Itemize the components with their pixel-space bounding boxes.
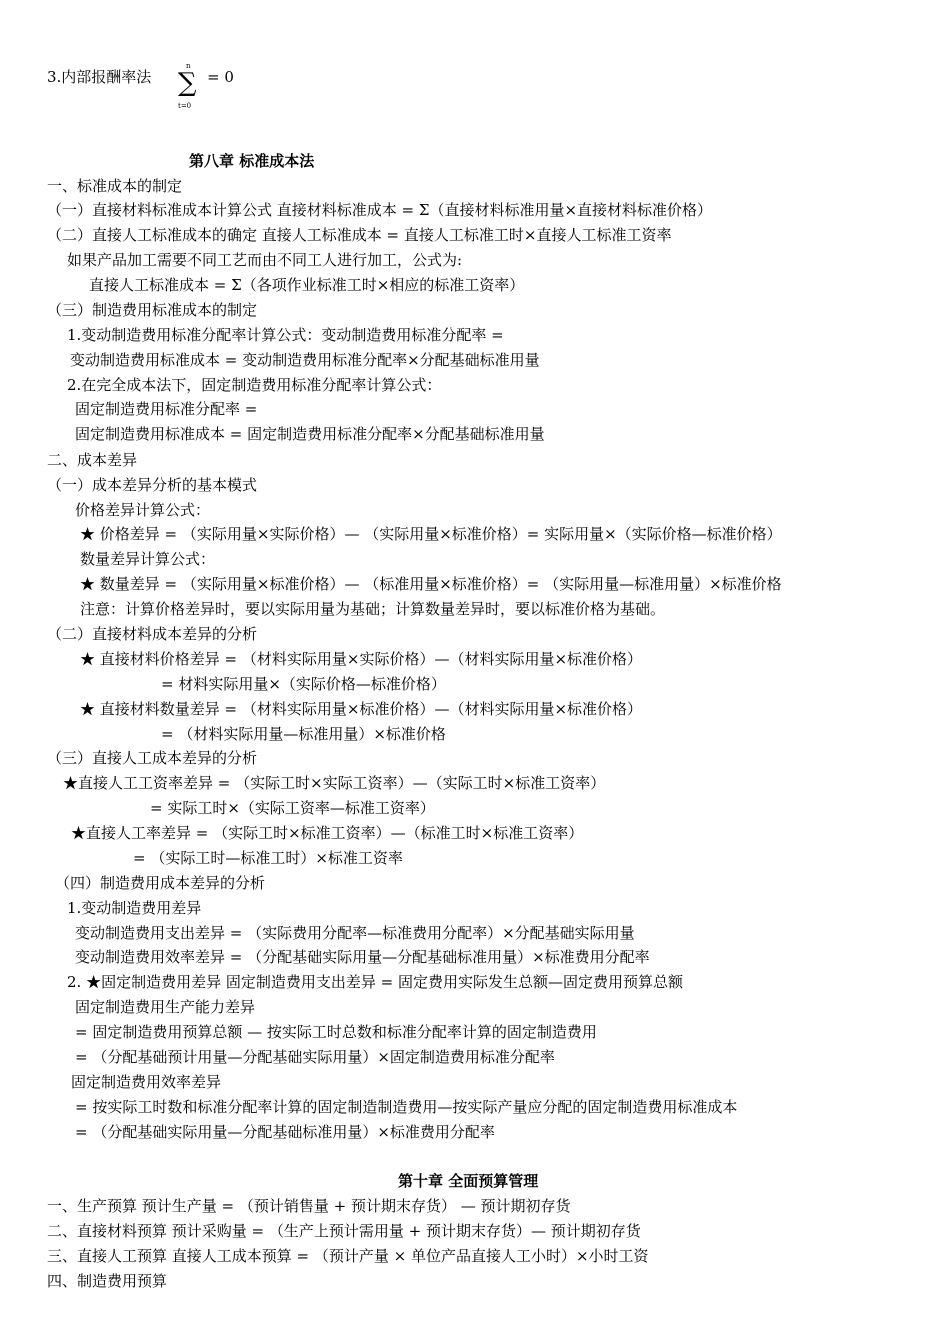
ch8-line: = （实际工时—标准工时）×标准工资率: [133, 849, 403, 867]
ch8-line: 1.变动制造费用标准分配率计算公式：变动制造费用标准分配率 =: [67, 326, 504, 344]
ch8-line: ★直接人工工资率差异 = （实际工时×实际工资率）—（实际工时×标准工资率）: [63, 774, 606, 792]
ch8-line: 固定制造费用生产能力差异: [75, 998, 256, 1016]
ch8-line: （三）制造费用标准成本的制定: [47, 301, 258, 319]
ch8-line: = 实际工时×（实际工资率—标准工资率）: [150, 799, 435, 817]
ch8-line: 如果产品加工需要不同工艺而由不同工人进行加工，公式为:: [67, 251, 463, 269]
ch8-line: （一）成本差异分析的基本模式: [47, 476, 258, 494]
ch8-line: = 材料实际用量×（实际价格—标准价格）: [161, 675, 446, 693]
ch8-line: 数量差异计算公式：: [80, 550, 216, 568]
ch8-line: 2.在完全成本法下，固定制造费用标准分配率计算公式：: [67, 376, 442, 394]
summation-lower-limit: t=0: [178, 102, 192, 110]
irr-label: 3.内部报酬率法: [47, 68, 152, 86]
ch8-line: ★ 直接材料数量差异 = （材料实际用量×标准价格）—（材料实际用量×标准价格）: [80, 700, 643, 718]
ch8-line: ★ 数量差异 = （实际用量×标准价格）— （标准用量×标准价格）= （实际用量—标准用量）×标准价格: [80, 575, 782, 593]
ch8-line: = 按实际工时数和标准分配率计算的固定制造制造费用—按实际产量应分配的固定制造费用标准成本: [75, 1098, 738, 1116]
ch8-line: 固定制造费用标准成本 = 固定制造费用标准分配率×分配基础标准用量: [75, 425, 545, 443]
ch8-line: 变动制造费用标准成本 = 变动制造费用标准分配率×分配基础标准用量: [70, 351, 540, 369]
chapter-10-title: 第十章 全面预算管理: [398, 1172, 539, 1190]
ch8-line: 1.变动制造费用差异: [67, 899, 202, 917]
summation-formula: [178, 62, 202, 112]
ch8-line: ★直接人工率差异 = （实际工时×标准工资率）—（标准工时×标准工资率）: [71, 824, 584, 842]
ch8-line: 价格差异计算公式：: [75, 501, 211, 519]
irr-equals-zero: = 0: [207, 68, 234, 86]
summation-upper-limit: n: [186, 62, 191, 70]
ch8-line: = （分配基础实际用量—分配基础标准用量）×标准费用分配率: [75, 1123, 495, 1141]
chapter-8-title: 第八章 标准成本法: [189, 152, 315, 170]
ch8-line: 直接人工标准成本 = Σ（各项作业标准工时×相应的标准工资率）: [89, 276, 525, 294]
ch8-line: 一、标准成本的制定: [47, 177, 183, 195]
ch8-line: （二）直接人工标准成本的确定 直接人工标准成本 = 直接人工标准工时×直接人工标准工资率: [47, 226, 672, 244]
ch8-line: = 固定制造费用预算总额 — 按实际工时总数和标准分配率计算的固定制造费用: [75, 1023, 597, 1041]
ch8-line: 二、成本差异: [47, 451, 138, 469]
ch8-line: = （分配基础预计用量—分配基础实际用量）×固定制造费用标准分配率: [75, 1048, 555, 1066]
ch8-line: 固定制造费用效率差异: [71, 1073, 222, 1091]
ch10-line: 一、生产预算 预计生产量 = （预计销售量 + 预计期末存货） — 预计期初存货: [47, 1197, 571, 1215]
ch8-line: （三）直接人工成本差异的分析: [47, 749, 258, 767]
ch8-line: 2. ★固定制造费用差异 固定制造费用支出差异 = 固定费用实际发生总额—固定费用预算总额: [67, 973, 683, 991]
ch10-line: 四、制造费用预算: [47, 1272, 168, 1290]
ch8-line: 变动制造费用支出差异 = （实际费用分配率—标准费用分配率）×分配基础实际用量: [75, 924, 635, 942]
ch8-line: ★ 直接材料价格差异 = （材料实际用量×实际价格）—（材料实际用量×标准价格）: [80, 650, 643, 668]
ch8-line: 注意：计算价格差异时，要以实际用量为基础；计算数量差异时，要以标准价格为基础。: [80, 600, 666, 618]
ch8-line: = （材料实际用量—标准用量）×标准价格: [161, 725, 446, 743]
ch8-line: （二）直接材料成本差异的分析: [47, 625, 258, 643]
ch8-line: （四）制造费用成本差异的分析: [55, 874, 266, 892]
summation-icon: ∑: [178, 68, 197, 98]
ch8-line: ★ 价格差异 = （实际用量×实际价格）— （实际用量×标准价格）= 实际用量×（实际价格—标准价格）: [80, 525, 782, 543]
ch8-line: 固定制造费用标准分配率 =: [75, 400, 258, 418]
ch10-line: 二、直接材料预算 预计采购量 = （生产上预计需用量 + 预计期末存货）— 预计期初存货: [47, 1222, 641, 1240]
ch10-line: 三、直接人工预算 直接人工成本预算 = （预计产量 × 单位产品直接人工小时）×小时工资: [47, 1247, 649, 1265]
ch8-line: 变动制造费用效率差异 = （分配基础实际用量—分配基础标准用量）×标准费用分配率: [75, 948, 650, 966]
ch8-line: （一）直接材料标准成本计算公式 直接材料标准成本 = Σ（直接材料标准用量×直接材料标准价格）: [47, 201, 713, 219]
